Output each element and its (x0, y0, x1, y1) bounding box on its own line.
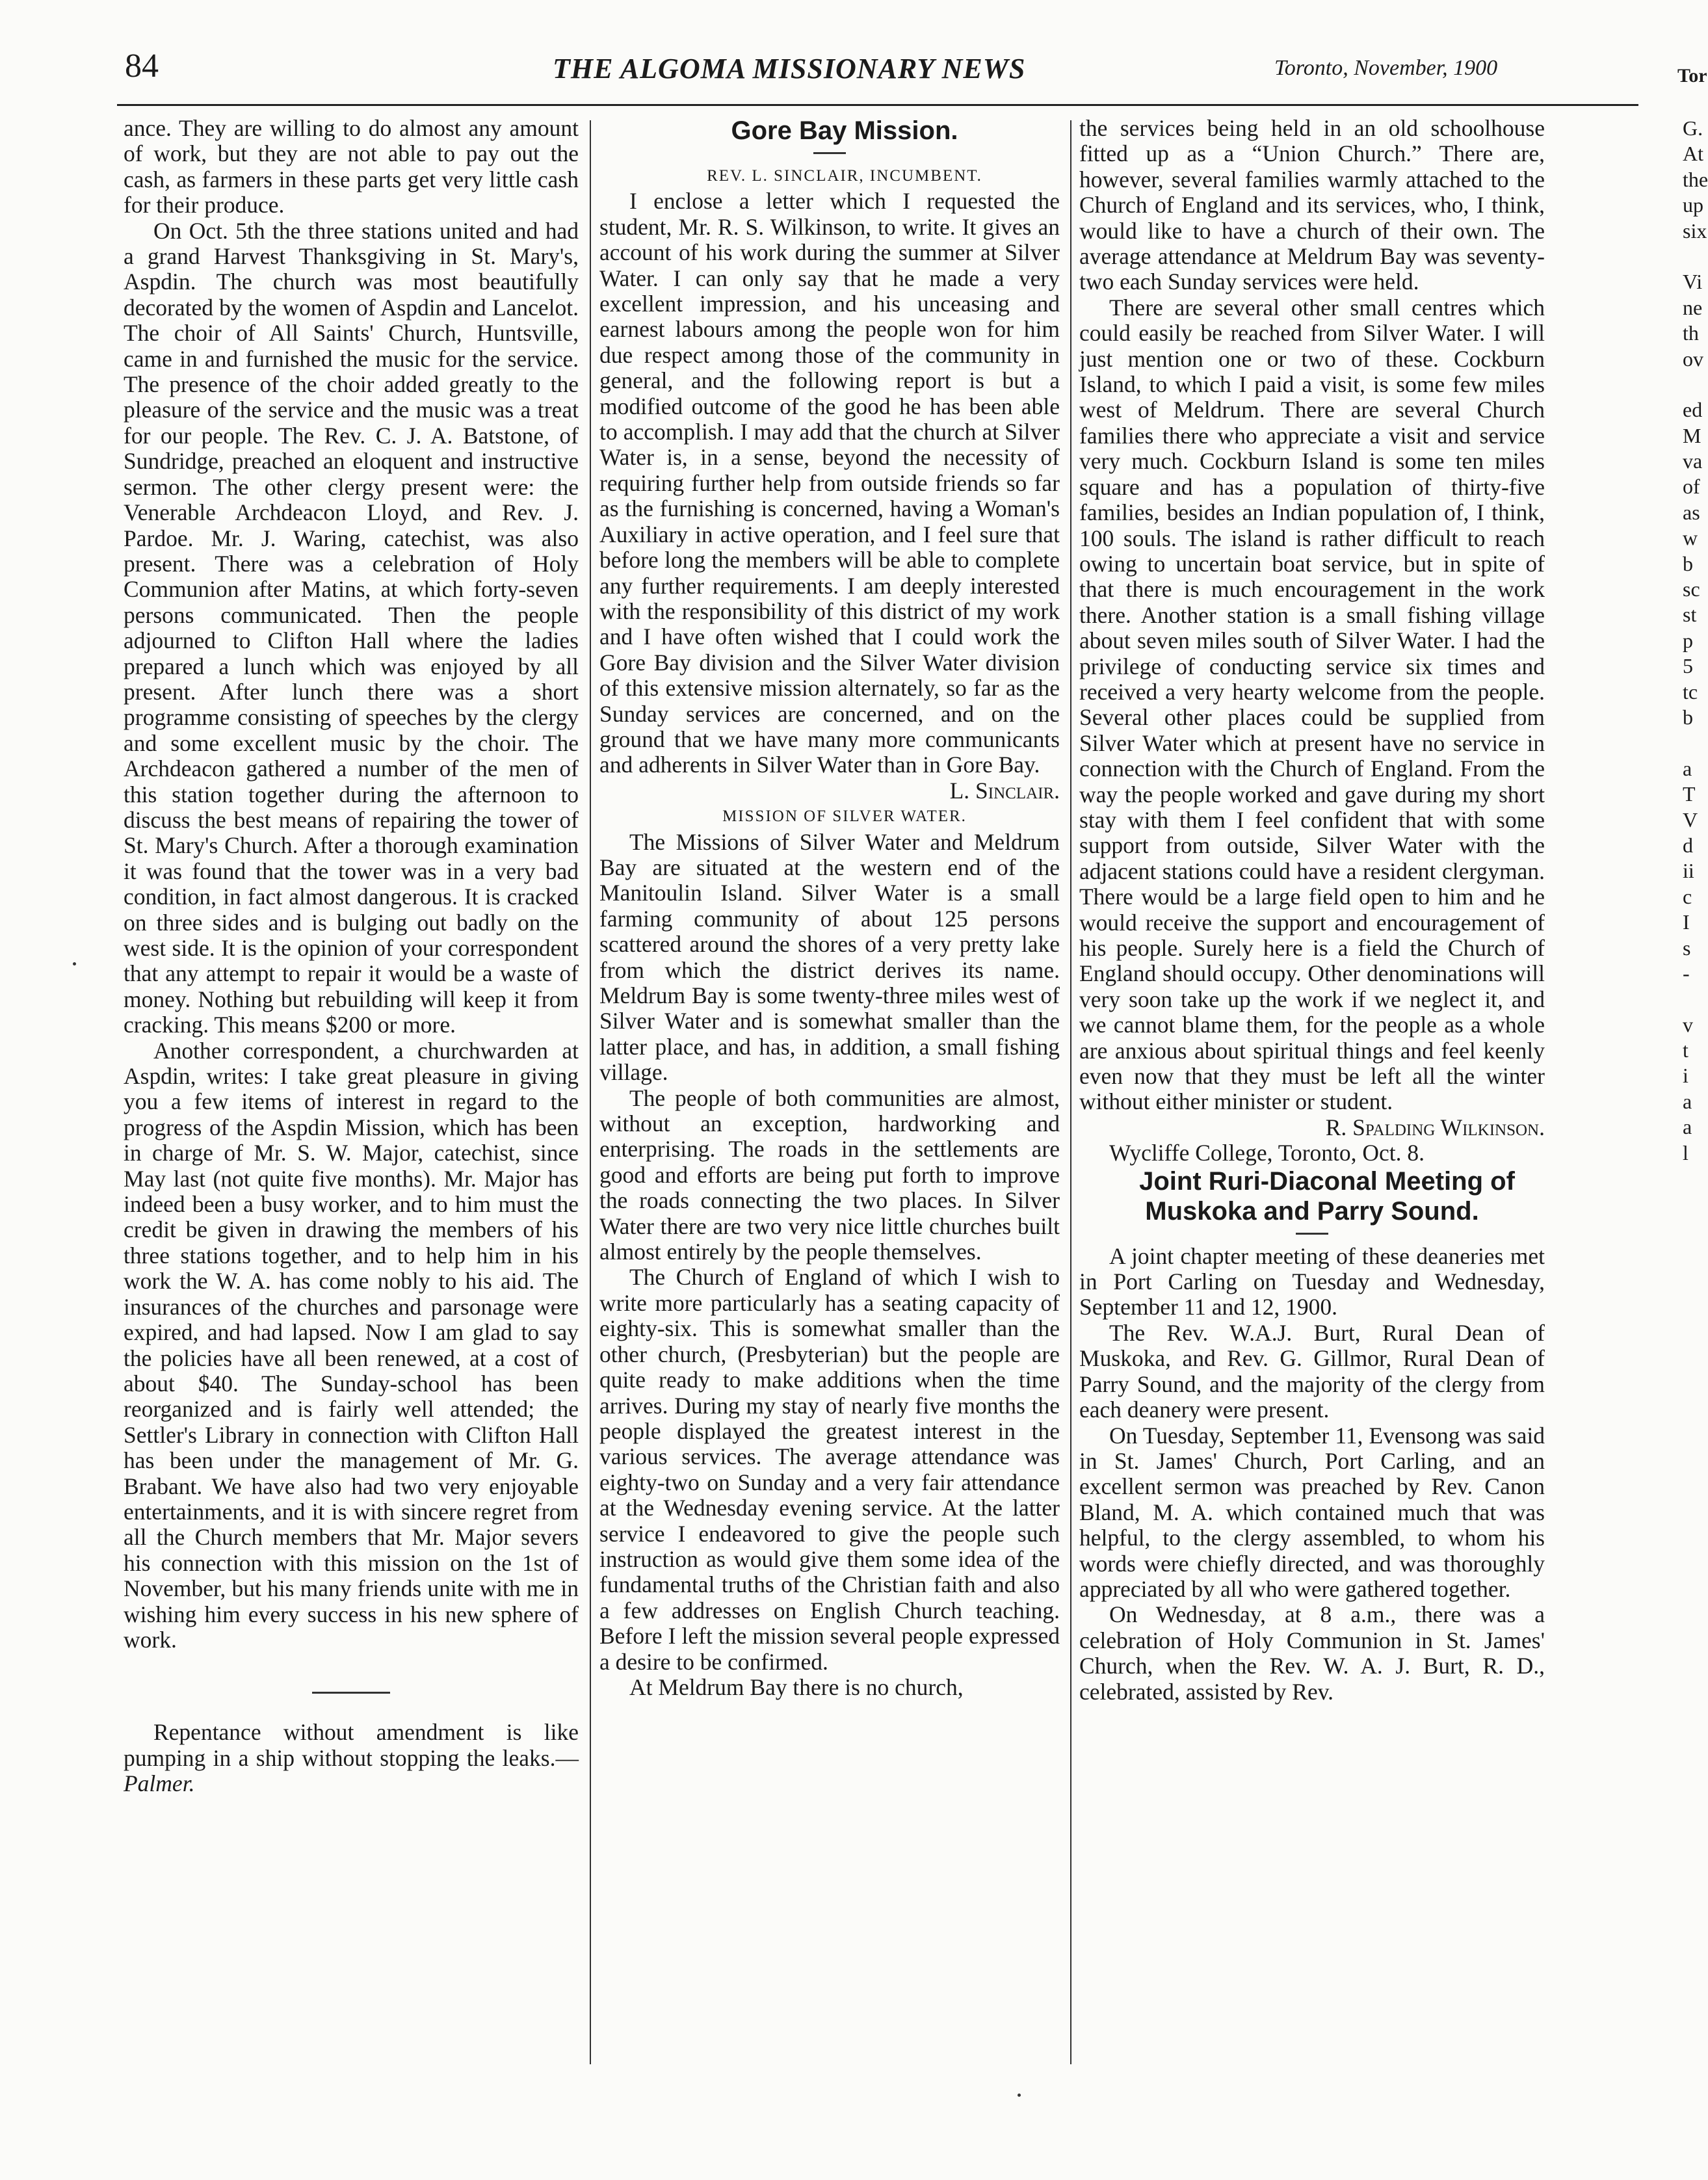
fragment-line: T (1683, 782, 1696, 806)
fragment-line: - (1683, 961, 1690, 985)
article-heading: Gore Bay Mission. (731, 116, 958, 145)
paragraph: At Meldrum Bay there is no church, (629, 1674, 964, 1700)
fragment-line (1683, 986, 1701, 1012)
fragment-line: t (1683, 1038, 1688, 1062)
page-number: 84 (125, 47, 159, 85)
fragment-line: b (1683, 551, 1693, 575)
signature-place: Wycliffe College, Toronto, Oct. 8. (1109, 1140, 1425, 1166)
print-speck (1018, 2094, 1021, 2097)
paragraph: the services being held in an old schoolhouse fitted up as a “Union Church.” There are, however, several families warmly attached to the Church of England and its services, who, I think, would like to have a church of their own. The average attendance at Meldrum Bay was seventy-two each Sunday services were held. (1079, 115, 1545, 295)
fragment-line: va (1683, 449, 1703, 473)
column-middle (599, 116, 1060, 1700)
fragment-line (1683, 244, 1701, 269)
paragraph: Another correspondent, a churchwarden at Aspdin, writes: I take great pleasure in giving you a few items of interest in regard to the progress of the Aspdin Mission, which has been in charge of Mr. S. W. Major, catechist, since May last (not quite five months). Mr. Major has indeed been a busy worker, and to him must the credit be given in drawing the members of his three stations together, and to help him in his work the W. A. has come nobly to his aid. The insurances of the churches and parsonage were expired, and had lapsed. Now I am glad to say the policies have all been renewed, at a cost of about $40. The Sunday-school has been reorganized and is fairly well attended; the Settler's Library in connection with Clifton Hall has been under the management of Mr. G. Brabant. We have also had two very enjoyable entertainments, and it is with sincere regret from all the Church members that Mr. Major severs his connection with this mission on the 1st of November, but his many friends unite with me in wishing him every success in his new sphere of work. (124, 1037, 579, 1653)
fragment-line: ed (1683, 398, 1703, 422)
fragment-line: M (1683, 423, 1701, 447)
fragment-line: G. (1683, 116, 1703, 140)
heading-dash (1296, 1233, 1328, 1235)
paragraph: The Missions of Silver Water and Meldrum Bay are situated at the western end of the Manitoulin Island. Silver Water is a small farming community of about 125 persons scattered around the shores of a very pretty lake from which the district derives its name. Meldrum Bay is some twenty-three miles west of Silver Water and is somewhat smaller than the latter place, and has, in addition, a small fishing village. (599, 828, 1060, 1086)
fragment-line (1683, 730, 1701, 755)
fragment-line: of (1683, 475, 1700, 499)
edge-word: Tor (1677, 65, 1707, 86)
subheading: MISSION OF SILVER WATER. (722, 808, 967, 826)
fragment-line: Vi (1683, 270, 1703, 294)
fragment-line: l (1683, 1140, 1688, 1164)
paragraph: I enclose a letter which I requested the student, Mr. R. S. Wilkinson, to write. It gives an account of his work during the summer at Silver Water. I can only say that he made a very excellent impression, and his unceasing and earnest labours among the people won for him due respect among those of the community in general, and the following report is but a modified outcome of the good he has been able to accomplish. I may add that the church at Silver Water is, in a sense, beyond the necessity of requiring further help from outside friends so far as the furnishing is concerned, having a Woman's Auxiliary in active operation, and I feel sure that before long the members will be able to complete any further requirements. I am deeply interested with the responsibility of this district of my work and I have often wished that I could work the Gore Bay division and the Silver Water division of this extensive mission alternately, so far as the Sunday services are concerned, and on the ground that we have many more communicants and adherents in Silver Water than in Gore Bay. (599, 188, 1060, 778)
signature: L. Sinclair. (949, 777, 1060, 804)
fragment-line: V (1683, 808, 1698, 832)
heading-dash (813, 152, 846, 154)
fragment-line: tc (1683, 679, 1698, 703)
column-divider (590, 120, 591, 2064)
paragraph: On Oct. 5th the three stations united and had a grand Harvest Thanksgiving in St. Mary's, Aspdin. The church was most beautifully decorated by the women of Aspdin and Lancelot. The choir of All Saints' Church, Huntsville, came in and furnished the music for the service. The presence of the choir added greatly to the pleasure of the service and the music was a treat for our people. The Rev. C. J. A. Batstone, of Sundridge, preached an eloquent and instructive sermon. The other clergy present were: the Venerable Archdeacon Lloyd, and Rev. J. Pardoe. Mr. J. Waring, catechist, was also present. There was a celebration of Holy Communion after Matins, at which forty-seven persons communicated. Then the people adjourned to Clifton Hall where the ladies prepared a lunch which was enjoyed by all present. After lunch there was a short programme consisting of speeches by the clergy and some excellent music by the choir. The Archdeacon gathered a number of the men of this station together during the afternoon to discuss the best means of repairing the tower of St. Mary's Church. After a thorough examination it was found that the tower was in a very bad condition, in fact almost dangerous. It is cracked on three sides and is bulging out badly on the west side. It is the opinion of your correspondent that any attempt to repair it would be a waste of money. Nothing but rebuilding will keep it from cracking. This means $200 or more. (124, 217, 579, 1038)
paragraph: The Church of England of which I wish to write more particularly has a seating capacity of eighty-six. This is somewhat smaller than the other church, (Presbyterian) but the people are quite ready to make additions when the time arrives. During my stay of nearly five months the people displayed the greatest interest in the various services. The average attendance was eighty-two on Sunday and a very fair attendance at the Wednesday evening service. At the latter service I endeavored to give the people such instruction as would give them some idea of the fundamental truths of the Christian faith and also a few addresses on English Church teaching. Before I left the mission several people expressed a desire to be confirmed. (599, 1264, 1060, 1675)
fragment-line: a (1683, 1115, 1692, 1139)
fragment-line: the (1683, 167, 1708, 191)
paragraph: A joint chapter meeting of these deaneries met in Port Carling on Tuesday and Wednesday, September 11 and 12, 1900. (1079, 1242, 1545, 1320)
fragment-line: ov (1683, 347, 1703, 371)
fragment-line: c (1683, 884, 1692, 908)
quote-text: Repentance without amendment is like pumping in a ship without stopping the leaks.— (124, 1719, 579, 1771)
fragment-line: six (1683, 218, 1707, 243)
paragraph: The people of both communities are almost, without an exception, hardworking and enterprising. The roads in the settlements are good and efforts are being put forth to improve the roads connecting the two places. In Silver Water there are two very nice little churches built almost entirely by the people themselves. (599, 1084, 1060, 1265)
fragment-line: w (1683, 526, 1698, 550)
fragment-line: st (1683, 603, 1697, 627)
column-divider (1070, 120, 1071, 2064)
paragraph: ance. They are willing to do almost any amount of work, but they are not able to pay out the cash, as farmers in these parts get very little cash for their produce. (124, 115, 579, 218)
fragment-line: 5 (1683, 654, 1693, 678)
paragraph: On Wednesday, at 8 a.m., there was a celebration of Holy Communion in St. James' Church, when the Rev. W. A. J. Burt, R. D., celebrated, assisted by Rev. (1079, 1601, 1545, 1705)
fragment-line: s (1683, 936, 1691, 960)
fragment-line: d (1683, 833, 1693, 857)
quote-author: Palmer. (124, 1770, 195, 1797)
fragment-line: b (1683, 705, 1693, 729)
dateline: Toronto, November, 1900 (1274, 56, 1498, 80)
section-rule (312, 1692, 390, 1694)
header-rule (117, 104, 1638, 106)
paragraph: There are several other small centres which could easily be reached from Silver Water. I will just mention one or two of these. Cockburn Island, to which I paid a visit, is some few miles west of Meldrum. There are several Church families there who appreciate a visit and service very much. Cockburn Island is some ten miles square and has a population of thirty-five families, besides an Indian population of, I think, 100 souls. The island is rather difficult to reach owing to uncertain boat service, but in spite of that there is much encouragement in the work there. Another station is a small fishing village about seven miles south of Silver Water. I had the privilege of conducting service six times and received a very hearty welcome from the people. Several other places could be supplied from Silver Water which at present have no service in connection with the Church of England. From the way the people worked and gave during my short stay with them I feel confident that with some support from outside, Silver Water with the adjacent stations could have a resident clergyman. There would be a large field open to him and he would receive the support and encouragement of his people. Surely here is a field the Church of England should occupy. Other denominations will very soon take up the work if we neglect it, and we cannot blame them, for the people as a whole are anxious about spiritual things and feel keenly even now that they must be left all the winter without either minister or student. (1079, 294, 1545, 1115)
fragment-line: a (1683, 1089, 1692, 1113)
fragment-line: ne (1683, 295, 1703, 319)
fragment-line: th (1683, 321, 1699, 345)
fragment-line: up (1683, 193, 1703, 217)
fragment-line: I (1683, 910, 1690, 934)
fragment-line (1683, 372, 1701, 397)
fragment-line: as (1683, 500, 1700, 524)
fragment-line: a (1683, 756, 1692, 780)
column-right (1079, 116, 1545, 1705)
fragment-line: p (1683, 628, 1693, 652)
fragment-line: i (1683, 1064, 1688, 1088)
fragment-line: ii (1683, 859, 1694, 883)
paragraph: On Tuesday, September 11, Evensong was said in St. James' Church, Port Carling, and an excellent sermon was preached by Rev. Canon Bland, M. A. which contained much that was helpful, to the clergy assembled, to whom his words were chiefly directed, and was thoroughly appreciated by all who were gathered together. (1079, 1422, 1545, 1602)
next-page-fragment (1683, 116, 1708, 1166)
print-speck (73, 962, 76, 965)
column-left (124, 116, 579, 1797)
byline: REV. L. SINCLAIR, INCUMBENT. (707, 167, 982, 185)
journal-title: THE ALGOMA MISSIONARY NEWS (553, 53, 1026, 85)
signature: R. Spalding Wilkinson. (1325, 1114, 1545, 1140)
paragraph: The Rev. W.A.J. Burt, Rural Dean of Muskoka, and Rev. G. Gillmor, Rural Dean of Parry Sound, and the majority of the clergy from each deanery were present. (1079, 1319, 1545, 1423)
fragment-line: v (1683, 1012, 1693, 1036)
article-heading: Joint Ruri-Diaconal Meeting of Muskoka and Parry Sound. (1139, 1166, 1515, 1226)
page-header (98, 47, 1658, 99)
quote (124, 1720, 579, 1796)
fragment-line: sc (1683, 577, 1700, 601)
fragment-line: At (1683, 142, 1703, 166)
